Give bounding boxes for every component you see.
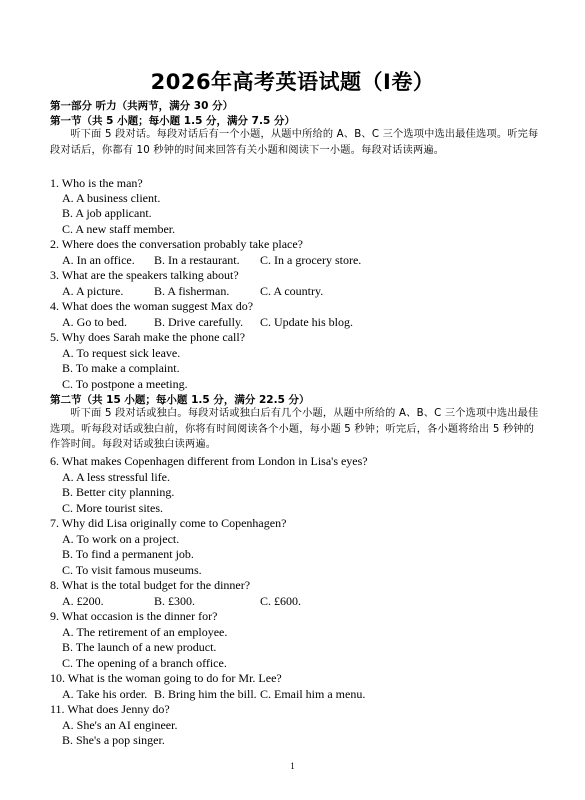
question-2-option-a: A. In an office. — [62, 253, 135, 267]
exam-title: 2026年高考英语试题（I卷） — [150, 70, 435, 94]
question-stem-10: 10. What is the woman going to do for Mr. Lee? — [50, 671, 282, 685]
question-9-option-c: C. The opening of a branch office. — [62, 656, 227, 670]
question-1-option-b: B. A job applicant. — [62, 206, 152, 220]
section1-instructions: 听下面 5 段对话。每段对话后有一个小题，从题中所给的 A、B、C 三个选项中选出最佳选项。听完每段对话后，你都有 10 秒钟的时间来回答有关小题和阅读下一小题。每段对话读两遍。 — [50, 129, 539, 156]
question-7-option-b: B. To find a permanent job. — [62, 547, 194, 561]
question-9-option-a: A. The retirement of an employee. — [62, 625, 228, 639]
section1-heading: 第一节（共 5 小题；每小题 1.5 分，满分 7.5 分） — [50, 115, 295, 127]
question-stem-9: 9. What occasion is the dinner for? — [50, 609, 218, 623]
question-7-option-c: C. To visit famous museums. — [62, 563, 202, 577]
section2-heading: 第二节（共 15 小题；每小题 1.5 分，满分 22.5 分） — [50, 394, 310, 406]
question-stem-3: 3. What are the speakers talking about? — [50, 268, 239, 282]
question-2-option-b: B. In a restaurant. — [154, 253, 240, 267]
question-3-option-c: C. A country. — [260, 284, 324, 298]
question-stem-5: 5. Why does Sarah make the phone call? — [50, 330, 246, 344]
question-stem-6: 6. What makes Copenhagen different from London in Lisa's eyes? — [50, 454, 368, 468]
question-stem-2: 2. Where does the conversation probably take place? — [50, 237, 304, 251]
question-stem-4: 4. What does the woman suggest Max do? — [50, 299, 254, 313]
question-5-option-c: C. To postpone a meeting. — [62, 377, 188, 391]
section2-instructions: 听下面 5 段对话或独白。每段对话或独白后有几个小题，从题中所给的 A、B、C 三个选项中选出最佳选项。听每段对话或独白前，你将有时间阅读各个小题，每小题 5 秒钟；听完后，各小题将给出 5 秒钟的作答时间。每段对话或独白读两遍。 — [50, 408, 539, 450]
question-10-option-c: C. Email him a menu. — [260, 687, 366, 701]
question-4-option-b: B. Drive carefully. — [154, 315, 244, 329]
question-6-option-b: B. Better city planning. — [62, 485, 175, 499]
page-number: 1 — [290, 761, 295, 771]
question-3-option-b: B. A fisherman. — [154, 284, 230, 298]
question-10-option-b: B. Bring him the bill. — [154, 687, 257, 701]
question-4-option-c: C. Update his blog. — [260, 315, 353, 329]
question-6-option-c: C. More tourist sites. — [62, 501, 163, 515]
question-4-option-a: A. Go to bed. — [62, 315, 127, 329]
question-2-option-c: C. In a grocery store. — [260, 253, 362, 267]
question-6-option-a: A. A less stressful life. — [62, 470, 170, 484]
question-3-option-a: A. A picture. — [62, 284, 124, 298]
question-stem-1: 1. Who is the man? — [50, 176, 143, 190]
question-8-option-b: B. £300. — [154, 594, 196, 608]
question-11-option-b: B. She's a pop singer. — [62, 733, 165, 747]
question-stem-8: 8. What is the total budget for the dinner? — [50, 578, 251, 592]
part1-heading: 第一部分 听力（共两节，满分 30 分） — [50, 100, 234, 112]
question-stem-7: 7. Why did Lisa originally come to Copenhagen? — [50, 516, 287, 530]
question-9-option-b: B. The launch of a new product. — [62, 640, 217, 654]
question-7-option-a: A. To work on a project. — [62, 532, 180, 546]
question-5-option-b: B. To make a complaint. — [62, 361, 180, 375]
question-8-option-a: A. £200. — [62, 594, 104, 608]
question-11-option-a: A. She's an AI engineer. — [62, 718, 178, 732]
question-1-option-a: A. A business client. — [62, 191, 161, 205]
question-1-option-c: C. A new staff member. — [62, 222, 176, 236]
question-10-option-a: A. Take his order. — [62, 687, 148, 701]
question-5-option-a: A. To request sick leave. — [62, 346, 181, 360]
question-8-option-c: C. £600. — [260, 594, 302, 608]
question-stem-11: 11. What does Jenny do? — [50, 702, 170, 716]
